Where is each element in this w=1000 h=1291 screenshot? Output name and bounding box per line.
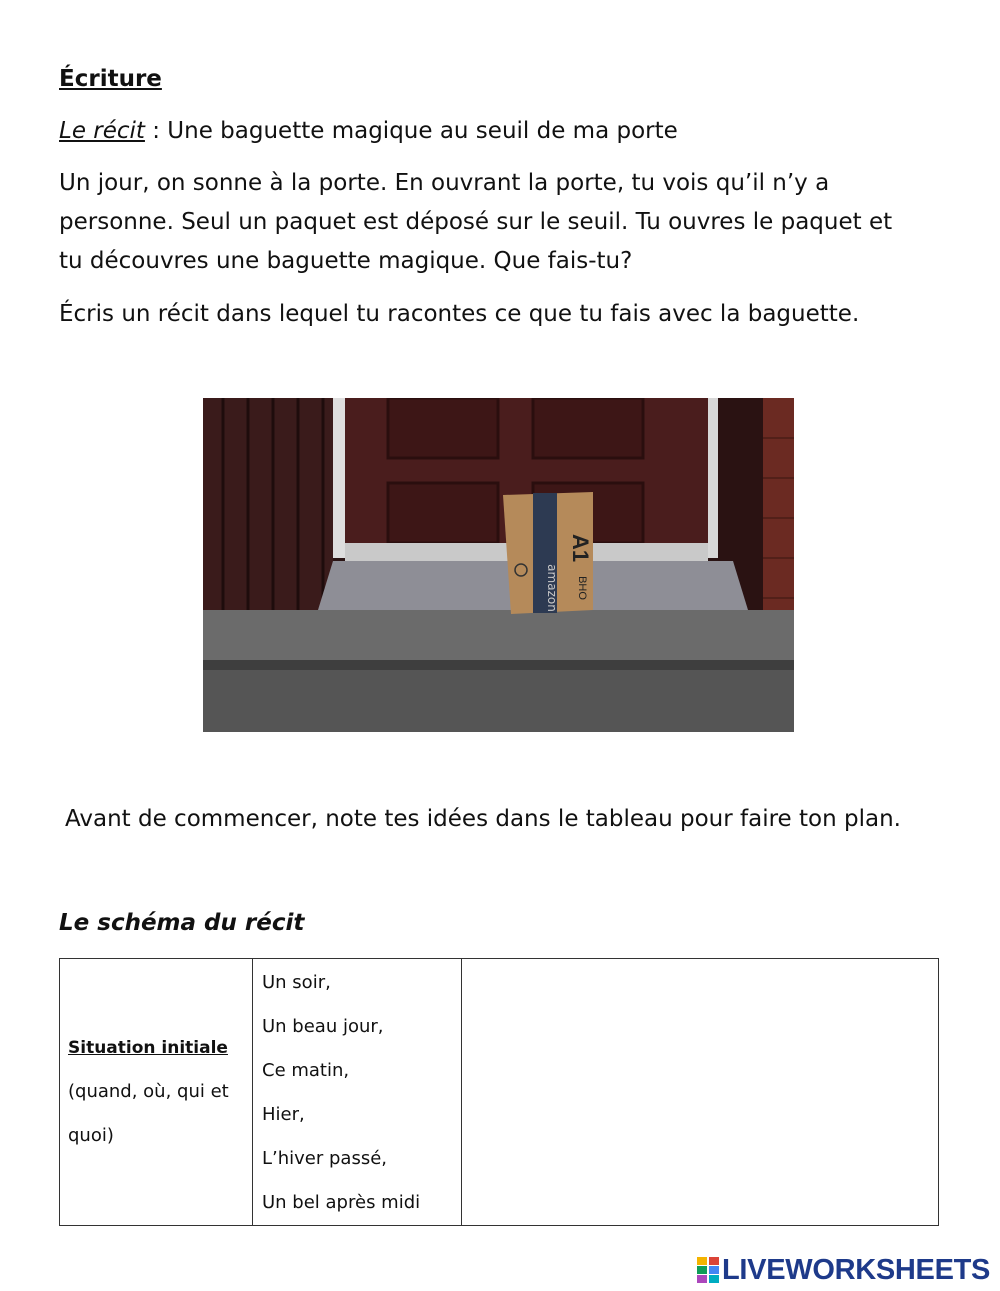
box-code-text: A1 [568, 533, 593, 563]
prompt-line: personne. Seul un paquet est déposé sur le seuil. Tu ouvres le paquet et [59, 209, 893, 235]
writing-instruction: Écris un récit dans lequel tu racontes ce que tu fais avec la baguette. [59, 301, 860, 327]
starters-cell [253, 959, 462, 1226]
schema-title: Le schéma du récit [59, 910, 305, 936]
brand-wordmark: LIVEWORKSHEETS [722, 1253, 991, 1286]
starter-item: Un bel après midi [262, 1192, 421, 1213]
starter-item: L’hiver passé, [262, 1148, 388, 1169]
situation-label: Situation initiale [68, 1038, 228, 1058]
package-box [503, 492, 593, 614]
label-detail: quoi) [68, 1125, 114, 1146]
prompt-line: Un jour, on sonne à la porte. En ouvrant la porte, tu vois qu’il n’y a [59, 170, 830, 196]
page-heading: Écriture [59, 66, 162, 92]
table-row [60, 959, 939, 1226]
plan-instruction: Avant de commencer, note tes idées dans le tableau pour faire ton plan. [65, 806, 901, 832]
box-brand-text: amazon [545, 564, 559, 612]
story-subtitle [59, 112, 678, 151]
liveworksheets-blocks-icon [697, 1257, 719, 1283]
liveworksheets-logo [697, 1253, 990, 1287]
starter-item: Un soir, [262, 972, 331, 993]
subtitle-text: : Une baguette magique au seuil de ma porte [144, 118, 678, 144]
story-plan-table [59, 958, 939, 1226]
starter-item: Ce matin, [262, 1060, 350, 1081]
starter-item: Un beau jour, [262, 1016, 384, 1037]
prompt-line: tu découvres une baguette magique. Que fais-tu? [59, 248, 633, 274]
prompt-paragraph [59, 164, 892, 281]
starter-item: Hier, [262, 1104, 305, 1125]
doorstep-illustration [203, 398, 794, 732]
doorstep-photo [203, 398, 794, 732]
box-code-small-text: BHO [576, 576, 588, 600]
subtitle-label: Le récit [59, 118, 145, 144]
row-label-cell [60, 959, 253, 1226]
answer-cell[interactable] [462, 959, 939, 1226]
label-detail: (quand, où, qui et [68, 1081, 229, 1102]
